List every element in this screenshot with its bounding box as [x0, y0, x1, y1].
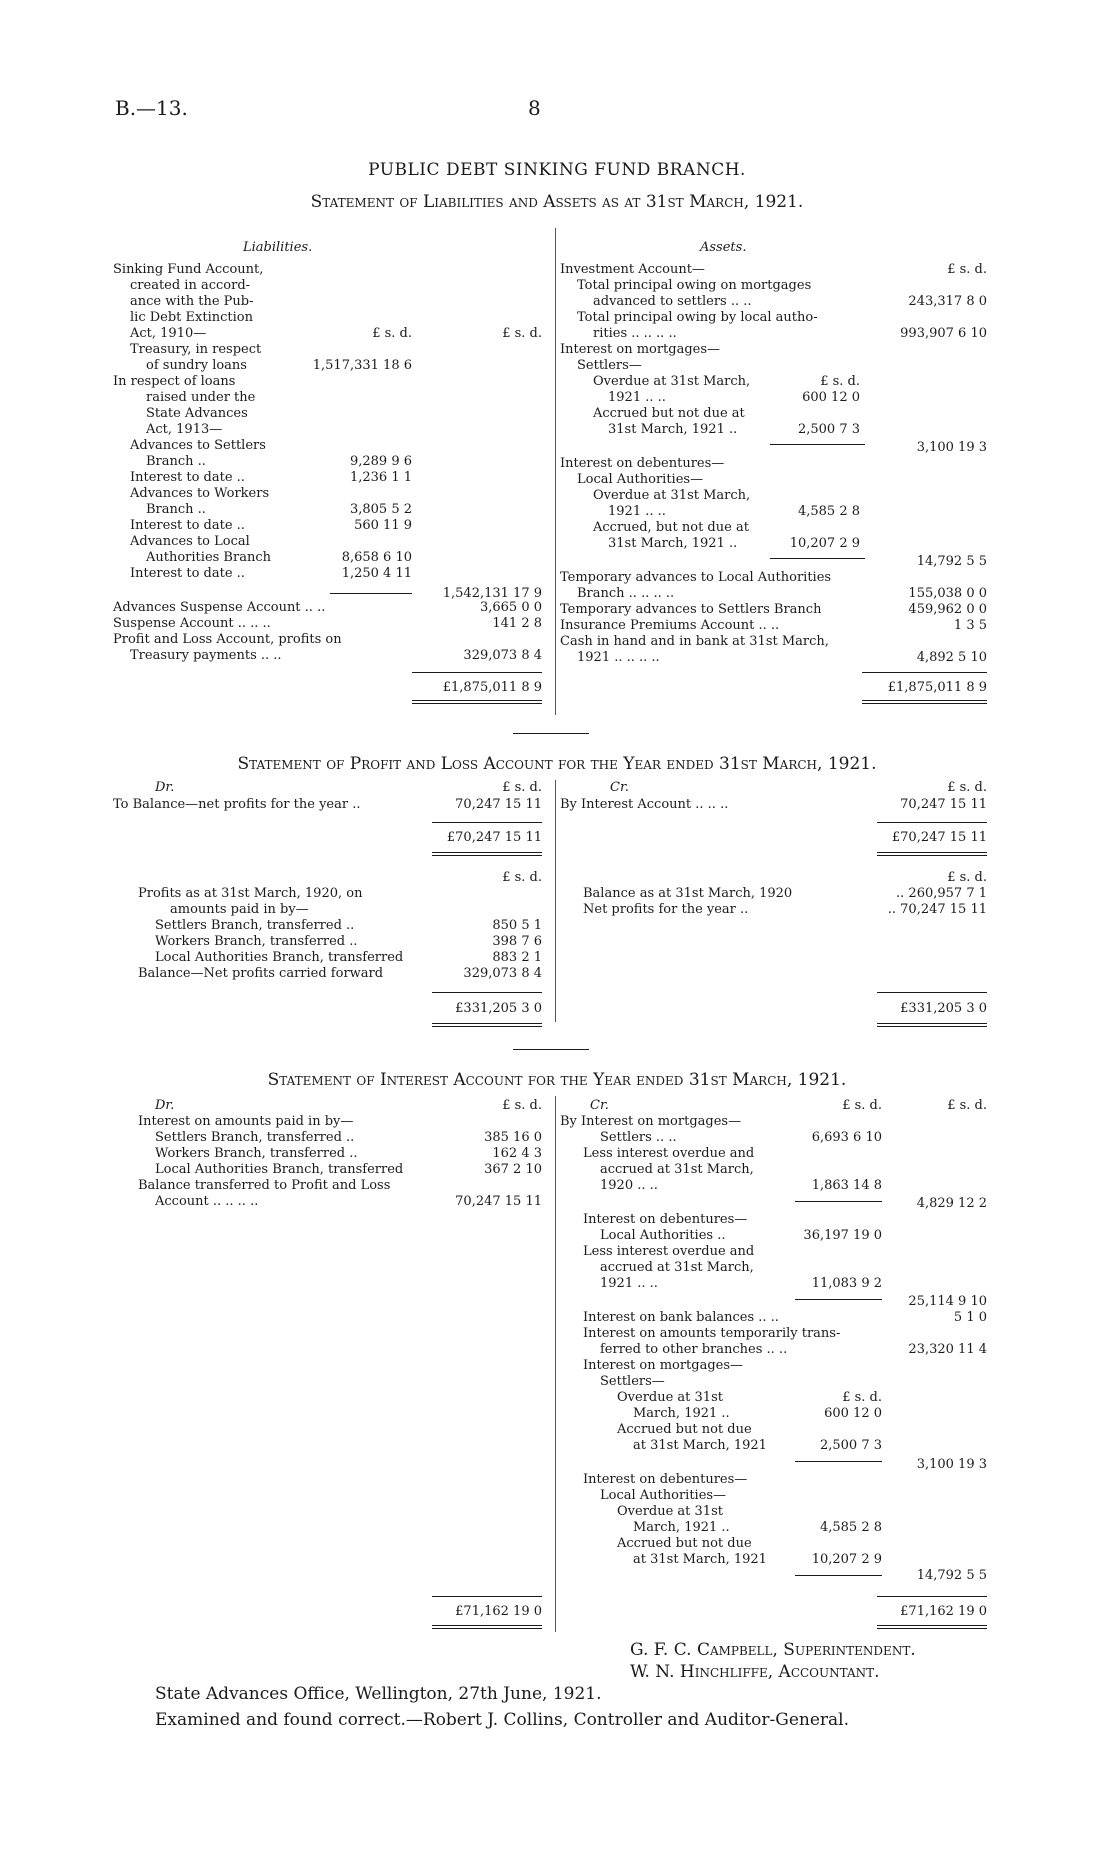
subtotal-rule: [795, 1299, 882, 1300]
int-cr-line: Settlers—: [600, 1374, 665, 1389]
int-cr-line: Less interest overdue and: [583, 1146, 755, 1161]
pl-col-head: £ s. d.: [502, 780, 542, 795]
liability-amount: 560 11 9: [354, 518, 412, 533]
liability-amount: 1,542,131 17 9: [442, 586, 542, 601]
total-rule: [877, 1026, 987, 1027]
liability-line: Branch ..: [146, 502, 206, 517]
asset-line: Accrued but not due at: [593, 406, 745, 421]
liability-line: Interest to date ..: [130, 470, 245, 485]
pl-dr2-amount: 850 5 1: [492, 918, 542, 933]
total-rule: [432, 1023, 542, 1024]
int-cr-line: at 31st March, 1921: [633, 1552, 767, 1567]
liability-line: Branch ..: [146, 454, 206, 469]
int-cr-inner: 1,863 14 8: [811, 1178, 882, 1193]
assets-heading: Assets.: [700, 240, 747, 255]
pl-dr2-total: £331,205 3 0: [455, 1001, 542, 1016]
pl-cr-label: Cr.: [610, 780, 629, 795]
int-cr-line: Overdue at 31st: [617, 1390, 723, 1405]
liability-amount: 329,073 8 4: [463, 648, 542, 663]
liability-amount: 3,665 0 0: [479, 600, 542, 615]
pl-col-head: £ s. d.: [947, 870, 987, 885]
asset-line: Total principal owing on mortgages: [577, 278, 812, 293]
asset-line: 31st March, 1921 ..: [608, 536, 738, 551]
asset-inner-head: £ s. d.: [820, 374, 860, 389]
pl-cr2-total: £331,205 3 0: [900, 1001, 987, 1016]
int-cr-line: ferred to other branches .. ..: [600, 1342, 788, 1357]
total-rule: [432, 1026, 542, 1027]
asset-amount: 3,100 19 3: [916, 440, 987, 455]
liability-line: Act, 1910—: [130, 326, 207, 341]
total-rule: [877, 822, 987, 823]
total-rule: [877, 852, 987, 853]
int-cr-inner: 600 12 0: [824, 1406, 882, 1421]
int-cr-line: 1921 .. ..: [600, 1276, 658, 1291]
asset-amount: 1 3 5: [953, 618, 987, 633]
total-rule: [877, 1023, 987, 1024]
int-cr-inner: 2,500 7 3: [819, 1438, 882, 1453]
pl-dr2-line: amounts paid in by—: [170, 902, 309, 917]
asset-line: Temporary advances to Settlers Branch: [560, 602, 822, 617]
int-cr-label: Cr.: [590, 1098, 609, 1113]
int-dr-line: Interest on amounts paid in by—: [138, 1114, 354, 1129]
total-rule: [432, 1596, 542, 1597]
pl-cr2-line: Net profits for the year ..: [583, 902, 749, 917]
interest-caption: Statement of Interest Account for the Year ended 31st March, 1921.: [267, 1070, 847, 1090]
pl-dr2-line: Balance—Net profits carried forward: [138, 966, 384, 981]
pl-dr-amount: 70,247 15 11: [455, 797, 542, 812]
pl-cr2-amount: .. 70,247 15 11: [887, 902, 987, 917]
liability-col-head: £ s. d.: [502, 326, 542, 341]
total-rule: [432, 855, 542, 856]
pl-col-head: £ s. d.: [947, 780, 987, 795]
total-rule: [877, 1625, 987, 1626]
total-rule: [432, 822, 542, 823]
pl-dr2-amount: 329,073 8 4: [463, 966, 542, 981]
int-cr-line: Overdue at 31st: [617, 1504, 723, 1519]
asset-line: Total principal owing by local autho-: [577, 310, 818, 325]
liability-line: Interest to date ..: [130, 518, 245, 533]
int-dr-amount: 162 4 3: [492, 1146, 542, 1161]
liability-line: ance with the Pub-: [130, 294, 254, 309]
int-cr-outer: 23,320 11 4: [908, 1342, 987, 1357]
subtotal-rule: [770, 444, 865, 445]
page-title: PUBLIC DEBT SINKING FUND BRANCH.: [368, 160, 746, 180]
page-ref: B.—13.: [115, 96, 188, 120]
subtotal-rule: [330, 593, 412, 594]
office-date: State Advances Office, Wellington, 27th June, 1921.: [155, 1684, 602, 1704]
total-rule: [412, 703, 542, 704]
liability-line: Treasury payments .. ..: [130, 648, 282, 663]
asset-line: Temporary advances to Local Authorities: [560, 570, 832, 585]
int-cr-inner: 10,207 2 9: [811, 1552, 882, 1567]
total-rule: [877, 1596, 987, 1597]
int-cr-line: Interest on amounts temporarily trans-: [583, 1326, 841, 1341]
audit-statement: Examined and found correct.—Robert J. Collins, Controller and Auditor-General.: [155, 1710, 850, 1730]
int-cr-line: Interest on debentures—: [583, 1212, 748, 1227]
pl-dr2-amount: 398 7 6: [492, 934, 542, 949]
asset-line: Branch .. .. .. ..: [577, 586, 675, 601]
column-divider: [555, 780, 556, 1022]
liability-line: Act, 1913—: [146, 422, 223, 437]
total-rule: [862, 703, 987, 704]
int-cr-line: Interest on bank balances .. ..: [583, 1310, 779, 1325]
pl-dr2-line: Settlers Branch, transferred ..: [155, 918, 355, 933]
int-dr-line: Local Authorities Branch, transferred: [155, 1162, 404, 1177]
int-cr-line: By Interest on mortgages—: [560, 1114, 742, 1129]
asset-line: Settlers—: [577, 358, 642, 373]
int-cr-line: Local Authorities—: [600, 1488, 727, 1503]
liability-line: Advances to Local: [130, 534, 250, 549]
int-cr-outer: 5 1 0: [953, 1310, 987, 1325]
liability-line: raised under the: [146, 390, 256, 405]
int-cr-line: Less interest overdue and: [583, 1244, 755, 1259]
liability-amount: 1,517,331 18 6: [312, 358, 412, 373]
int-cr-inner: 6,693 6 10: [811, 1130, 882, 1145]
pl-dr-label: Dr.: [155, 780, 175, 795]
subtotal-rule: [795, 1201, 882, 1202]
total-rule: [432, 1625, 542, 1626]
asset-amount: 243,317 8 0: [908, 294, 987, 309]
int-cr-line: Local Authorities ..: [600, 1228, 726, 1243]
int-cr-outer: 4,829 12 2: [916, 1196, 987, 1211]
pl-cr-line: By Interest Account .. .. ..: [560, 797, 729, 812]
liability-amount: 8,658 6 10: [341, 550, 412, 565]
int-dr-total: £71,162 19 0: [455, 1604, 542, 1619]
total-rule: [412, 700, 542, 701]
asset-amount: 14,792 5 5: [916, 554, 987, 569]
asset-line: advanced to settlers .. ..: [593, 294, 752, 309]
int-cr-line: Accrued but not due: [617, 1536, 752, 1551]
int-col-head: £ s. d.: [502, 1098, 542, 1113]
asset-line: Local Authorities—: [577, 472, 704, 487]
asset-line: rities .. .. .. ..: [593, 326, 677, 341]
int-col-head: £ s. d.: [842, 1098, 882, 1113]
section-divider: [513, 733, 589, 734]
liability-line: In respect of loans: [113, 374, 236, 389]
liability-amount: 1,250 4 11: [341, 566, 412, 581]
int-dr-label: Dr.: [155, 1098, 175, 1113]
int-cr-line: March, 1921 ..: [633, 1520, 730, 1535]
int-cr-inner-head: £ s. d.: [842, 1390, 882, 1405]
liability-line: lic Debt Extinction: [130, 310, 253, 325]
asset-line: Insurance Premiums Account .. ..: [560, 618, 780, 633]
liability-line: Advances Suspense Account .. ..: [113, 600, 326, 615]
asset-line: 1921 .. ..: [608, 390, 666, 405]
pl-cr-amount: 70,247 15 11: [900, 797, 987, 812]
liability-line: Advances to Settlers: [130, 438, 266, 453]
total-rule: [432, 992, 542, 993]
asset-col-head: £ s. d.: [947, 262, 987, 277]
asset-line: 31st March, 1921 ..: [608, 422, 738, 437]
liability-line: Interest to date ..: [130, 566, 245, 581]
pl-dr-total: £70,247 15 11: [446, 830, 542, 845]
page-number: 8: [528, 96, 541, 120]
int-cr-inner: 11,083 9 2: [811, 1276, 882, 1291]
int-dr-line: Account .. .. .. ..: [155, 1194, 259, 1209]
assets-total: £1,875,011 8 9: [887, 680, 987, 695]
asset-line: Overdue at 31st March,: [593, 488, 751, 503]
int-col-head: £ s. d.: [947, 1098, 987, 1113]
liabilities-heading: Liabilities.: [243, 240, 313, 255]
int-dr-amount: 70,247 15 11: [455, 1194, 542, 1209]
subtotal-rule: [795, 1461, 882, 1462]
int-cr-line: Interest on debentures—: [583, 1472, 748, 1487]
int-cr-total: £71,162 19 0: [900, 1604, 987, 1619]
liability-line: Suspense Account .. .. ..: [113, 616, 271, 631]
int-dr-line: Balance transferred to Profit and Loss: [138, 1178, 391, 1193]
int-cr-line: Accrued but not due: [617, 1422, 752, 1437]
int-cr-line: accrued at 31st March,: [600, 1162, 754, 1177]
column-divider: [555, 228, 556, 715]
liability-amount: 3,805 5 2: [349, 502, 412, 517]
int-cr-line: Settlers .. ..: [600, 1130, 677, 1145]
liability-line: Treasury, in respect: [130, 342, 262, 357]
profit-loss-caption: Statement of Profit and Loss Account for the Year ended 31st March, 1921.: [237, 754, 877, 774]
liabilities-total: £1,875,011 8 9: [442, 680, 542, 695]
asset-line: 1921 .. .. .. ..: [577, 650, 660, 665]
liability-line: Advances to Workers: [130, 486, 270, 501]
int-cr-line: March, 1921 ..: [633, 1406, 730, 1421]
total-rule: [862, 672, 987, 673]
pl-cr-total: £70,247 15 11: [891, 830, 987, 845]
int-cr-inner: 4,585 2 8: [819, 1520, 882, 1535]
pl-dr2-line: Workers Branch, transferred ..: [155, 934, 358, 949]
int-cr-outer: 14,792 5 5: [916, 1568, 987, 1583]
liability-line: Authorities Branch: [146, 550, 271, 565]
total-rule: [412, 672, 542, 673]
int-cr-line: accrued at 31st March,: [600, 1260, 754, 1275]
subtotal-rule: [795, 1575, 882, 1576]
liability-line: State Advances: [146, 406, 248, 421]
asset-inner-amount: 10,207 2 9: [789, 536, 860, 551]
liability-line: Sinking Fund Account,: [113, 262, 264, 277]
total-rule: [877, 855, 987, 856]
liability-amount: 9,289 9 6: [349, 454, 412, 469]
asset-amount: 4,892 5 10: [916, 650, 987, 665]
int-cr-outer: 3,100 19 3: [916, 1457, 987, 1472]
int-dr-line: Settlers Branch, transferred ..: [155, 1130, 355, 1145]
total-rule: [862, 700, 987, 701]
asset-amount: 459,962 0 0: [908, 602, 987, 617]
pl-dr2-line: Profits as at 31st March, 1920, on: [138, 886, 363, 901]
asset-line: Interest on mortgages—: [560, 342, 721, 357]
subtotal-rule: [770, 558, 865, 559]
asset-amount: 155,038 0 0: [908, 586, 987, 601]
int-cr-inner: 36,197 19 0: [803, 1228, 882, 1243]
liability-line: created in accord-: [130, 278, 251, 293]
column-divider: [555, 1096, 556, 1632]
asset-line: Overdue at 31st March,: [593, 374, 751, 389]
int-cr-line: 1920 .. ..: [600, 1178, 658, 1193]
asset-line: Accrued, but not due at: [593, 520, 749, 535]
asset-amount: 993,907 6 10: [900, 326, 987, 341]
liability-amount: 141 2 8: [492, 616, 542, 631]
int-dr-amount: 385 16 0: [484, 1130, 542, 1145]
asset-line: Interest on debentures—: [560, 456, 725, 471]
pl-col-head: £ s. d.: [502, 870, 542, 885]
int-cr-outer: 25,114 9 10: [908, 1294, 987, 1309]
asset-inner-amount: 600 12 0: [802, 390, 860, 405]
pl-dr2-amount: 883 2 1: [492, 950, 542, 965]
liability-line: Profit and Loss Account, profits on: [113, 632, 342, 647]
pl-cr2-line: Balance as at 31st March, 1920: [583, 886, 793, 901]
total-rule: [432, 1628, 542, 1629]
int-cr-line: at 31st March, 1921: [633, 1438, 767, 1453]
asset-line: 1921 .. ..: [608, 504, 666, 519]
total-rule: [877, 992, 987, 993]
asset-inner-amount: 4,585 2 8: [797, 504, 860, 519]
asset-line: Investment Account—: [560, 262, 705, 277]
int-cr-line: Interest on mortgages—: [583, 1358, 744, 1373]
liability-amount: 1,236 1 1: [349, 470, 412, 485]
section-divider: [513, 1049, 589, 1050]
total-rule: [877, 1628, 987, 1629]
signature-superintendent: G. F. C. Campbell, Superintendent.: [630, 1640, 916, 1660]
asset-inner-amount: 2,500 7 3: [797, 422, 860, 437]
asset-line: Cash in hand and in bank at 31st March,: [560, 634, 829, 649]
liability-line: of sundry loans: [146, 358, 247, 373]
int-dr-amount: 367 2 10: [484, 1162, 542, 1177]
liability-col-head: £ s. d.: [372, 326, 412, 341]
signature-accountant: W. N. Hinchliffe, Accountant.: [630, 1662, 880, 1682]
int-dr-line: Workers Branch, transferred ..: [155, 1146, 358, 1161]
pl-cr2-amount: .. 260,957 7 1: [896, 886, 987, 901]
pl-dr-line: To Balance—net profits for the year ..: [113, 797, 361, 812]
pl-dr2-line: Local Authorities Branch, transferred: [155, 950, 404, 965]
balance-sheet-caption: Statement of Liabilities and Assets as at 31st March, 1921.: [310, 192, 804, 212]
total-rule: [432, 852, 542, 853]
